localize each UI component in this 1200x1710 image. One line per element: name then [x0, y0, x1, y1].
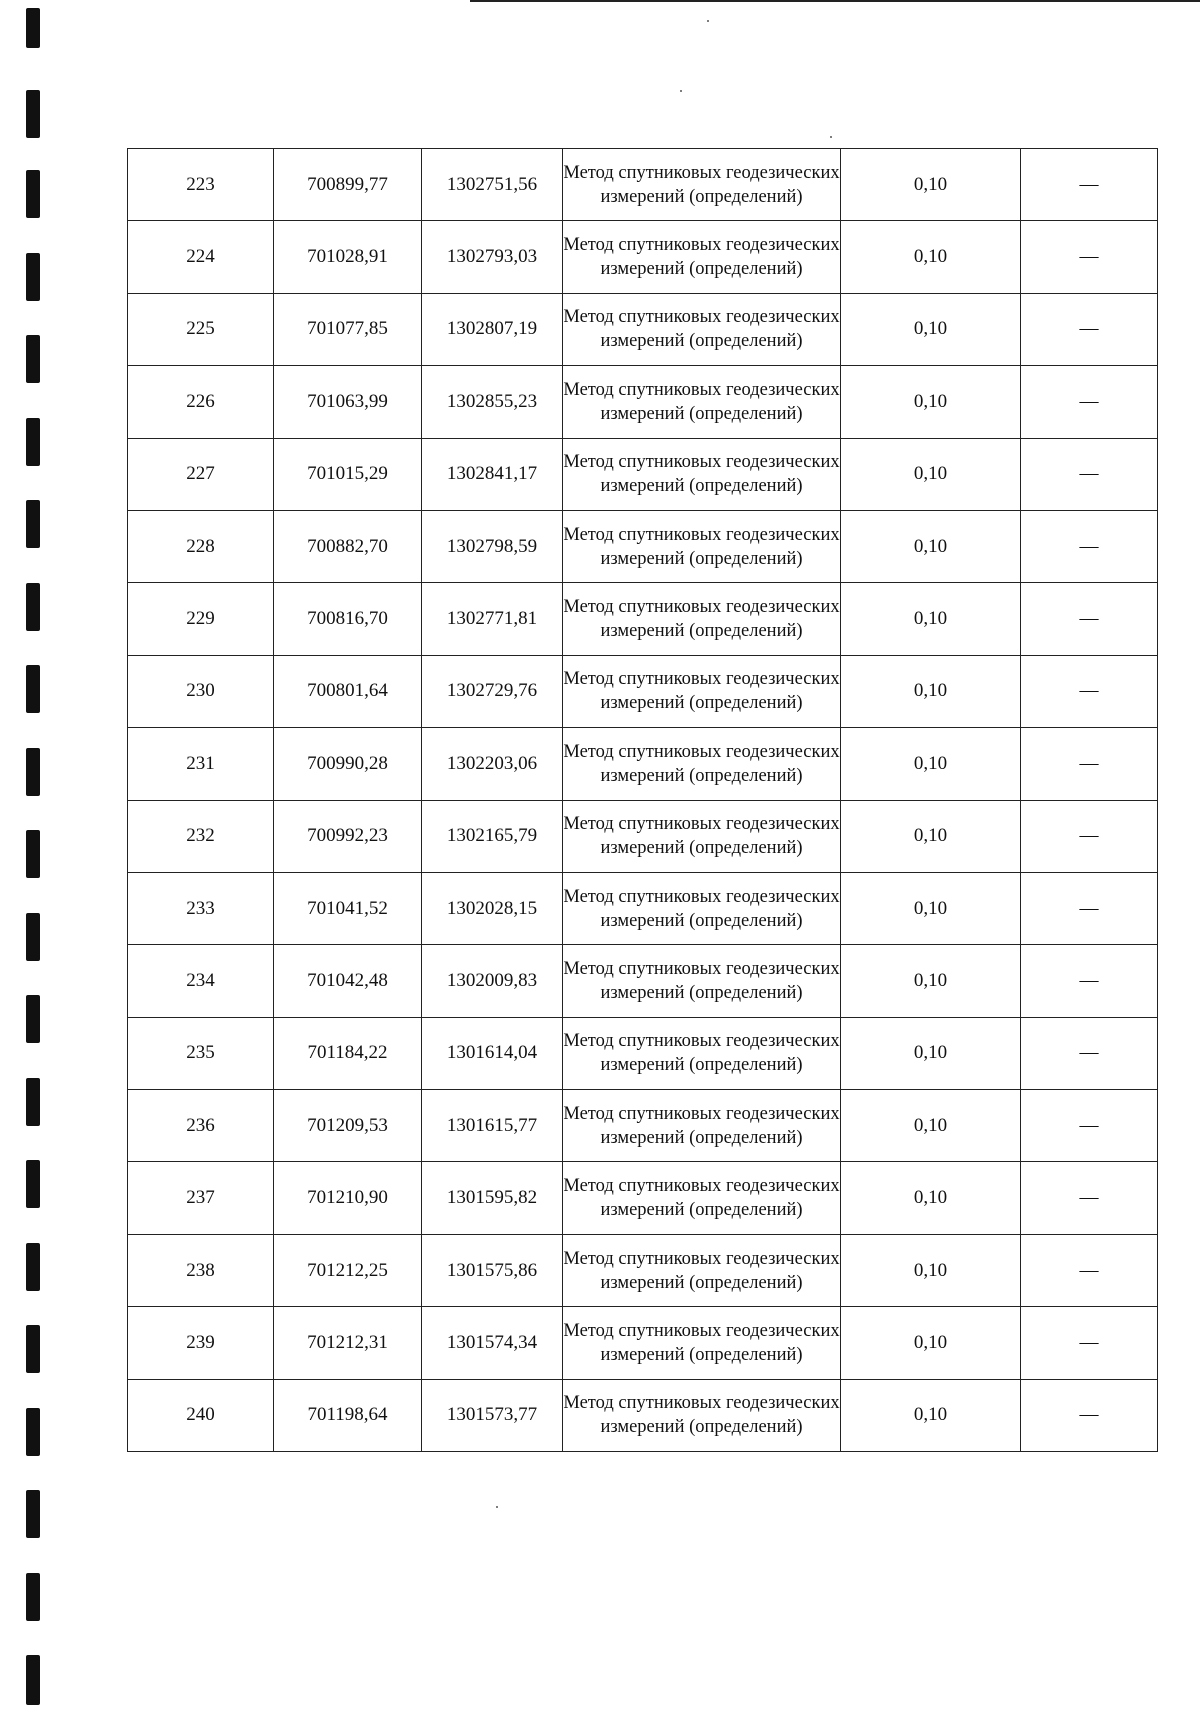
measurement-method: Метод спутниковых геодезических измерений (определений): [563, 221, 841, 293]
point-number: 229: [128, 583, 274, 655]
note-cell: —: [1021, 366, 1158, 438]
coordinate-y: 1302009,83: [422, 945, 563, 1017]
accuracy-value: 0,10: [841, 510, 1021, 582]
measurement-method: Метод спутниковых геодезических измерений (определений): [563, 728, 841, 800]
note-cell: —: [1021, 655, 1158, 727]
coordinate-y: 1301614,04: [422, 1017, 563, 1089]
accuracy-value: 0,10: [841, 1090, 1021, 1162]
coordinate-x: 700990,28: [274, 728, 422, 800]
note-cell: —: [1021, 872, 1158, 944]
binding-mark: [26, 830, 40, 878]
note-cell: —: [1021, 1090, 1158, 1162]
point-number: 227: [128, 438, 274, 510]
coordinate-y: 1302841,17: [422, 438, 563, 510]
table-row: [128, 655, 1158, 727]
table-row: [128, 510, 1158, 582]
scan-speck: [496, 1506, 498, 1508]
note-cell: —: [1021, 149, 1158, 221]
accuracy-value: 0,10: [841, 438, 1021, 510]
point-number: 232: [128, 800, 274, 872]
coordinate-y: 1301573,77: [422, 1379, 563, 1451]
accuracy-value: 0,10: [841, 655, 1021, 727]
point-number: 236: [128, 1090, 274, 1162]
coordinate-x: 701077,85: [274, 293, 422, 365]
top-border-line: [470, 0, 1200, 2]
binding-mark: [26, 8, 40, 48]
scan-speck: [680, 90, 682, 92]
coordinate-y: 1301615,77: [422, 1090, 563, 1162]
coordinate-x: 700801,64: [274, 655, 422, 727]
coordinate-x: 700816,70: [274, 583, 422, 655]
accuracy-value: 0,10: [841, 872, 1021, 944]
binding-mark: [26, 170, 40, 218]
coordinate-y: 1302729,76: [422, 655, 563, 727]
point-number: 228: [128, 510, 274, 582]
measurement-method: Метод спутниковых геодезических измерений (определений): [563, 438, 841, 510]
note-cell: —: [1021, 583, 1158, 655]
coordinate-y: 1302751,56: [422, 149, 563, 221]
coordinate-y: 1302807,19: [422, 293, 563, 365]
point-number: 234: [128, 945, 274, 1017]
binding-holes: [0, 0, 60, 1710]
binding-mark: [26, 1490, 40, 1538]
accuracy-value: 0,10: [841, 1162, 1021, 1234]
coordinate-y: 1301595,82: [422, 1162, 563, 1234]
accuracy-value: 0,10: [841, 293, 1021, 365]
note-cell: —: [1021, 293, 1158, 365]
coordinate-y: 1302203,06: [422, 728, 563, 800]
note-cell: —: [1021, 945, 1158, 1017]
measurement-method: Метод спутниковых геодезических измерений (определений): [563, 149, 841, 221]
coordinate-y: 1301574,34: [422, 1307, 563, 1379]
binding-mark: [26, 1408, 40, 1456]
point-number: 240: [128, 1379, 274, 1451]
coordinate-x: 701210,90: [274, 1162, 422, 1234]
scan-speck: [707, 20, 709, 22]
coordinate-x: 701063,99: [274, 366, 422, 438]
measurement-method: Метод спутниковых геодезических измерений (определений): [563, 1307, 841, 1379]
accuracy-value: 0,10: [841, 1017, 1021, 1089]
coordinate-x: 701042,48: [274, 945, 422, 1017]
point-number: 225: [128, 293, 274, 365]
point-number: 233: [128, 872, 274, 944]
point-number: 235: [128, 1017, 274, 1089]
binding-mark: [26, 665, 40, 713]
binding-mark: [26, 418, 40, 466]
binding-mark: [26, 583, 40, 631]
coordinate-y: 1302798,59: [422, 510, 563, 582]
note-cell: —: [1021, 221, 1158, 293]
table-row: [128, 1090, 1158, 1162]
table-row: [128, 366, 1158, 438]
coordinate-x: 701015,29: [274, 438, 422, 510]
note-cell: —: [1021, 510, 1158, 582]
coordinate-y: 1302028,15: [422, 872, 563, 944]
binding-mark: [26, 1243, 40, 1291]
table-row: [128, 1307, 1158, 1379]
coordinate-x: 701209,53: [274, 1090, 422, 1162]
table-row: [128, 945, 1158, 1017]
coordinate-x: 700899,77: [274, 149, 422, 221]
note-cell: —: [1021, 1017, 1158, 1089]
binding-mark: [26, 748, 40, 796]
table-row: [128, 438, 1158, 510]
measurement-method: Метод спутниковых геодезических измерений (определений): [563, 1162, 841, 1234]
measurement-method: Метод спутниковых геодезических измерений (определений): [563, 945, 841, 1017]
table-row: [128, 872, 1158, 944]
measurement-method: Метод спутниковых геодезических измерений (определений): [563, 872, 841, 944]
measurement-method: Метод спутниковых геодезических измерений (определений): [563, 655, 841, 727]
note-cell: —: [1021, 1162, 1158, 1234]
coordinate-x: 701198,64: [274, 1379, 422, 1451]
accuracy-value: 0,10: [841, 800, 1021, 872]
measurement-method: Метод спутниковых геодезических измерений (определений): [563, 1379, 841, 1451]
coordinate-y: 1302793,03: [422, 221, 563, 293]
accuracy-value: 0,10: [841, 221, 1021, 293]
measurement-method: Метод спутниковых геодезических измерений (определений): [563, 1090, 841, 1162]
binding-mark: [26, 253, 40, 301]
accuracy-value: 0,10: [841, 1379, 1021, 1451]
binding-mark: [26, 1655, 40, 1705]
accuracy-value: 0,10: [841, 1307, 1021, 1379]
point-number: 230: [128, 655, 274, 727]
coordinate-y: 1302165,79: [422, 800, 563, 872]
point-number: 239: [128, 1307, 274, 1379]
measurement-method: Метод спутниковых геодезических измерений (определений): [563, 1017, 841, 1089]
table-row: [128, 221, 1158, 293]
table-row: [128, 1162, 1158, 1234]
table-row: [128, 149, 1158, 221]
binding-mark: [26, 500, 40, 548]
point-number: 226: [128, 366, 274, 438]
measurement-method: Метод спутниковых геодезических измерений (определений): [563, 293, 841, 365]
accuracy-value: 0,10: [841, 728, 1021, 800]
coordinate-x: 700992,23: [274, 800, 422, 872]
measurement-method: Метод спутниковых геодезических измерений (определений): [563, 583, 841, 655]
accuracy-value: 0,10: [841, 1234, 1021, 1306]
note-cell: —: [1021, 728, 1158, 800]
coordinate-x: 700882,70: [274, 510, 422, 582]
coordinate-x: 701041,52: [274, 872, 422, 944]
coordinate-y: 1302855,23: [422, 366, 563, 438]
measurement-method: Метод спутниковых геодезических измерений (определений): [563, 800, 841, 872]
point-number: 223: [128, 149, 274, 221]
binding-mark: [26, 1573, 40, 1621]
coordinate-x: 701028,91: [274, 221, 422, 293]
note-cell: —: [1021, 1307, 1158, 1379]
table-row: [128, 1017, 1158, 1089]
coordinates-table: [127, 148, 1158, 1452]
table-row: [128, 800, 1158, 872]
binding-mark: [26, 1160, 40, 1208]
binding-mark: [26, 995, 40, 1043]
binding-mark: [26, 335, 40, 383]
point-number: 224: [128, 221, 274, 293]
note-cell: —: [1021, 1234, 1158, 1306]
table-row: [128, 583, 1158, 655]
table-row: [128, 1379, 1158, 1451]
point-number: 237: [128, 1162, 274, 1234]
table-row: [128, 293, 1158, 365]
coordinate-x: 701212,31: [274, 1307, 422, 1379]
note-cell: —: [1021, 438, 1158, 510]
accuracy-value: 0,10: [841, 945, 1021, 1017]
scan-speck: [830, 136, 832, 138]
note-cell: —: [1021, 1379, 1158, 1451]
coordinate-y: 1301575,86: [422, 1234, 563, 1306]
measurement-method: Метод спутниковых геодезических измерений (определений): [563, 510, 841, 582]
binding-mark: [26, 913, 40, 961]
coordinate-x: 701212,25: [274, 1234, 422, 1306]
coordinate-x: 701184,22: [274, 1017, 422, 1089]
accuracy-value: 0,10: [841, 149, 1021, 221]
table-row: [128, 728, 1158, 800]
note-cell: —: [1021, 800, 1158, 872]
point-number: 231: [128, 728, 274, 800]
binding-mark: [26, 90, 40, 138]
coordinate-y: 1302771,81: [422, 583, 563, 655]
measurement-method: Метод спутниковых геодезических измерений (определений): [563, 1234, 841, 1306]
accuracy-value: 0,10: [841, 366, 1021, 438]
table-row: [128, 1234, 1158, 1306]
point-number: 238: [128, 1234, 274, 1306]
measurement-method: Метод спутниковых геодезических измерений (определений): [563, 366, 841, 438]
binding-mark: [26, 1325, 40, 1373]
accuracy-value: 0,10: [841, 583, 1021, 655]
binding-mark: [26, 1078, 40, 1126]
